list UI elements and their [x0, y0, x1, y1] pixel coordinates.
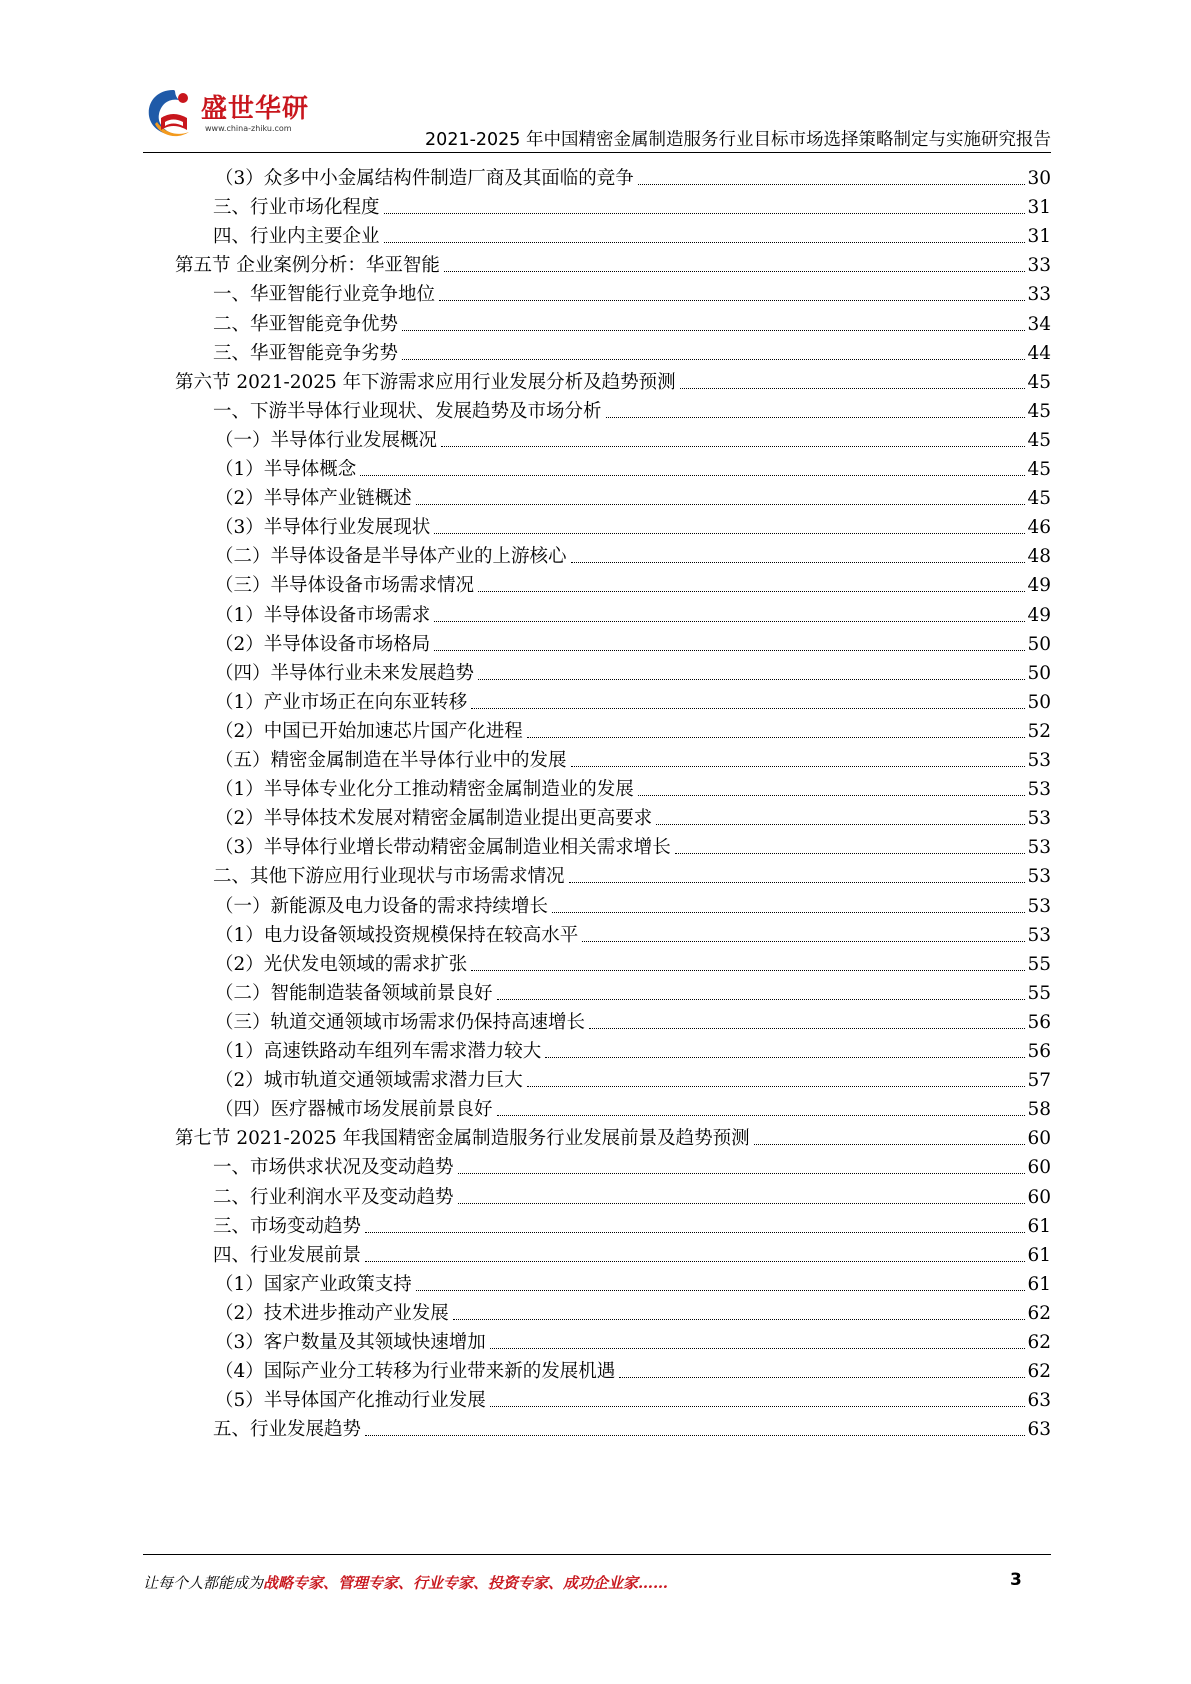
toc-leader-dots: [434, 621, 1025, 622]
toc-entry-label: （2）半导体技术发展对精密金属制造业提出更高要求: [215, 808, 653, 830]
toc-entry-page: 61: [1027, 1244, 1051, 1266]
toc-entry-label: 三、行业市场化程度: [213, 197, 380, 219]
logo-text: 盛世华研: [201, 94, 310, 124]
toc-entry-label: （2）技术进步推动产业发展: [215, 1302, 449, 1324]
toc-entry-label: （2）光伏发电领域的需求扩张: [215, 953, 468, 975]
toc-entry-label: （1）半导体概念: [215, 459, 357, 480]
toc-leader-dots: [434, 533, 1025, 534]
toc-entry[interactable]: [215, 538, 1051, 569]
toc-entry-label: （二）智能制造装备领域前景良好: [215, 982, 493, 1004]
toc-entry[interactable]: [213, 393, 1051, 424]
toc-entry-page: 53: [1027, 779, 1051, 801]
toc-entry-page: 45: [1027, 429, 1051, 451]
toc-entry[interactable]: [215, 1091, 1051, 1122]
toc-entry-page: 53: [1027, 808, 1051, 830]
toc-entry-page: 53: [1027, 750, 1051, 771]
toc-leader-dots: [552, 912, 1025, 913]
toc-entry-page: 60: [1027, 1128, 1051, 1150]
toc-entry-page: 48: [1027, 546, 1051, 568]
toc-entry[interactable]: [175, 1120, 1051, 1151]
toc-entry[interactable]: [215, 1033, 1051, 1064]
toc-leader-dots: [439, 300, 1025, 301]
toc-entry-label: （3）客户数量及其领域快速增加: [215, 1332, 486, 1353]
toc-leader-dots: [527, 737, 1026, 738]
toc-leader-dots: [680, 388, 1026, 389]
toc-entry-page: 53: [1027, 866, 1051, 888]
toc-entry-label: 三、市场变动趋势: [213, 1215, 362, 1237]
toc-entry-label: （五）精密金属制造在半导体行业中的发展: [215, 750, 567, 771]
toc-leader-dots: [675, 853, 1026, 854]
toc-entry-page: 45: [1027, 371, 1051, 393]
toc-leader-dots: [527, 1086, 1026, 1087]
toc-leader-dots: [360, 475, 1025, 476]
toc-entry-label: 第七节 2021-2025 年我国精密金属制造服务行业发展前景及趋势预测: [175, 1128, 750, 1150]
toc-entry-label: 一、下游半导体行业现状、发展趋势及市场分析: [213, 400, 602, 422]
toc-entry[interactable]: [213, 189, 1051, 220]
toc-leader-dots: [490, 1406, 1026, 1407]
toc-entry-page: 33: [1027, 284, 1051, 306]
toc-entry-page: 44: [1027, 342, 1051, 364]
toc-entry-page: 62: [1027, 1361, 1051, 1383]
toc-leader-dots: [471, 970, 1025, 971]
toc-entry-label: 二、行业利润水平及变动趋势: [213, 1186, 454, 1208]
toc-entry-label: （1）产业市场正在向东亚转移: [215, 691, 468, 713]
toc-leader-dots: [416, 504, 1026, 505]
footer-slogan: [143, 1572, 668, 1593]
toc-entry[interactable]: [215, 1266, 1051, 1297]
toc-entry-page: 63: [1027, 1390, 1051, 1412]
toc-leader-dots: [569, 882, 1026, 883]
toc-entry[interactable]: [215, 1004, 1051, 1035]
toc-entry[interactable]: [213, 1149, 1051, 1180]
toc-entry-page: 50: [1027, 633, 1051, 655]
toc-entry-label: 第五节 企业案例分析：华亚智能: [175, 255, 440, 277]
toc-entry-page: 46: [1027, 517, 1051, 539]
toc-entry-label: 一、华亚智能行业竞争地位: [213, 284, 436, 306]
toc-entry-page: 49: [1027, 575, 1051, 597]
toc-leader-dots: [453, 1319, 1026, 1320]
toc-entry[interactable]: [213, 335, 1051, 366]
toc-entry[interactable]: [215, 1353, 1051, 1384]
toc-entry[interactable]: [215, 975, 1051, 1006]
toc-entry-label: 四、行业发展前景: [213, 1244, 362, 1266]
toc-entry[interactable]: [213, 1237, 1051, 1268]
toc-entry-page: 31: [1027, 197, 1051, 219]
toc-entry[interactable]: [175, 247, 1051, 278]
toc-leader-dots: [365, 1435, 1025, 1436]
toc-entry[interactable]: [213, 218, 1051, 249]
toc-entry-page: 45: [1027, 459, 1051, 480]
page-header: [0, 0, 1191, 152]
toc-leader-dots: [582, 941, 1025, 942]
toc-entry-page: 31: [1027, 226, 1051, 248]
toc-leader-dots: [606, 417, 1026, 418]
toc-leader-dots: [402, 359, 1025, 360]
toc-entry-page: 57: [1027, 1070, 1051, 1092]
toc-entry[interactable]: [215, 684, 1051, 715]
logo-emblem-icon: [143, 84, 203, 144]
toc-entry-page: 53: [1027, 837, 1051, 859]
toc-leader-dots: [638, 184, 1026, 185]
toc-entry[interactable]: [215, 888, 1051, 919]
logo-url: www.china-zhiku.com: [205, 124, 292, 133]
toc-entry[interactable]: [213, 1208, 1051, 1239]
toc-entry-page: 61: [1027, 1215, 1051, 1237]
toc-leader-dots: [490, 1348, 1026, 1349]
toc-leader-dots: [471, 708, 1025, 709]
toc-entry-page: 61: [1027, 1273, 1051, 1295]
toc-entry[interactable]: [215, 946, 1051, 977]
toc-leader-dots: [497, 999, 1026, 1000]
toc-leader-dots: [497, 1115, 1026, 1116]
toc-entry-label: （2）城市轨道交通领域需求潜力巨大: [215, 1070, 523, 1092]
slogan-highlight: 战略专家、管理专家、行业专家、投资专家、成功企业家……: [263, 1574, 669, 1592]
toc-entry[interactable]: [215, 800, 1051, 831]
toc-entry[interactable]: [215, 1295, 1051, 1326]
toc-entry-label: （三）半导体设备市场需求情况: [215, 575, 475, 597]
toc-entry[interactable]: [215, 626, 1051, 657]
toc-entry[interactable]: [213, 858, 1051, 889]
toc-entry-page: 52: [1027, 720, 1051, 742]
toc-entry[interactable]: [213, 306, 1051, 337]
toc-entry[interactable]: [215, 480, 1051, 511]
footer-divider: [143, 1554, 1051, 1555]
toc-entry-page: 62: [1027, 1302, 1051, 1324]
toc-entry-page: 55: [1027, 982, 1051, 1004]
toc-entry-label: 二、华亚智能竞争优势: [213, 313, 399, 335]
toc-entry-page: 50: [1027, 691, 1051, 713]
toc-entry[interactable]: [215, 451, 1051, 482]
toc-entry-page: 49: [1027, 604, 1051, 626]
toc-entry[interactable]: [213, 1179, 1051, 1210]
company-logo: [143, 84, 313, 146]
toc-entry-page: 58: [1027, 1099, 1051, 1121]
toc-entry[interactable]: [215, 1382, 1051, 1413]
toc-leader-dots: [571, 766, 1026, 767]
toc-entry-page: 62: [1027, 1332, 1051, 1353]
toc-entry-page: 55: [1027, 953, 1051, 975]
toc-entry-page: 60: [1027, 1186, 1051, 1208]
toc-entry-label: （四）医疗器械市场发展前景良好: [215, 1099, 493, 1121]
toc-entry[interactable]: [215, 509, 1051, 540]
toc-entry-label: （3）半导体行业发展现状: [215, 517, 431, 539]
toc-entry-page: 33: [1027, 255, 1051, 277]
toc-entry-label: （3）半导体行业增长带动精密金属制造业相关需求增长: [215, 837, 671, 859]
toc-entry-page: 56: [1027, 1011, 1051, 1033]
page-number: 3: [1010, 1570, 1022, 1590]
toc-leader-dots: [458, 1203, 1026, 1204]
toc-entry-page: 45: [1027, 400, 1051, 422]
toc-entry-label: 一、市场供求状况及变动趋势: [213, 1157, 454, 1179]
toc-entry-label: （一）新能源及电力设备的需求持续增长: [215, 895, 549, 917]
toc-entry[interactable]: [213, 276, 1051, 307]
toc-entry-label: （2）半导体产业链概述: [215, 488, 412, 510]
toc-leader-dots: [589, 1028, 1025, 1029]
toc-leader-dots: [434, 650, 1025, 651]
toc-entry-label: （四）半导体行业未来发展趋势: [215, 662, 475, 684]
toc-entry[interactable]: [215, 829, 1051, 860]
toc-entry-label: （2）半导体设备市场格局: [215, 633, 431, 655]
toc-leader-dots: [444, 271, 1026, 272]
toc-entry-label: （1）半导体设备市场需求: [215, 604, 431, 626]
toc-leader-dots: [478, 679, 1025, 680]
toc-entry-page: 45: [1027, 488, 1051, 510]
toc-leader-dots: [478, 591, 1025, 592]
toc-entry[interactable]: [213, 1411, 1051, 1442]
toc-entry-label: 二、其他下游应用行业现状与市场需求情况: [213, 866, 565, 888]
toc-entry-label: （3）众多中小金属结构件制造厂商及其面临的竞争: [215, 168, 634, 189]
slogan-prefix: 让每个人都能成为: [143, 1574, 264, 1592]
header-divider: [143, 152, 1051, 153]
toc-entry-label: （1）高速铁路动车组列车需求潜力较大: [215, 1041, 542, 1062]
toc-entry-page: 63: [1027, 1419, 1051, 1441]
toc-entry-label: 五、行业发展趋势: [213, 1419, 362, 1441]
toc-entry-label: 四、行业内主要企业: [213, 226, 380, 248]
toc-leader-dots: [754, 1144, 1026, 1145]
toc-leader-dots: [571, 562, 1026, 563]
toc-entry[interactable]: [215, 742, 1051, 773]
toc-entry[interactable]: [215, 1062, 1051, 1093]
toc-entry[interactable]: [215, 1324, 1051, 1355]
toc-entry-page: 53: [1027, 895, 1051, 917]
toc-entry[interactable]: [215, 567, 1051, 598]
toc-leader-dots: [441, 446, 1025, 447]
toc-entry-label: （2）中国已开始加速芯片国产化进程: [215, 720, 523, 742]
toc-leader-dots: [384, 242, 1026, 243]
toc-entry-label: （5）半导体国产化推动行业发展: [215, 1390, 486, 1412]
toc-leader-dots: [384, 213, 1026, 214]
toc-leader-dots: [545, 1057, 1025, 1058]
toc-entry-label: （1）电力设备领域投资规模保持在较高水平: [215, 924, 579, 946]
toc-entry-label: （二）半导体设备是半导体产业的上游核心: [215, 546, 567, 568]
toc-entry[interactable]: [215, 422, 1051, 453]
toc-entry[interactable]: [215, 597, 1051, 628]
toc-entry-page: 53: [1027, 924, 1051, 946]
toc-leader-dots: [365, 1261, 1025, 1262]
toc-entry[interactable]: [215, 771, 1051, 802]
report-title: 2021-2025 年中国精密金属制造服务行业目标市场选择策略制定与实施研究报告: [425, 130, 1051, 150]
toc-entry-label: 三、华亚智能竞争劣势: [213, 342, 399, 364]
toc-entry-label: （1）国家产业政策支持: [215, 1273, 412, 1295]
toc-leader-dots: [416, 1290, 1026, 1291]
toc-entry-page: 60: [1027, 1157, 1051, 1179]
toc-entry-page: 50: [1027, 662, 1051, 684]
toc-entry-label: （一）半导体行业发展概况: [215, 429, 438, 451]
toc-entry-label: 第六节 2021-2025 年下游需求应用行业发展分析及趋势预测: [175, 371, 676, 393]
toc-entry[interactable]: [175, 364, 1051, 395]
toc-entry[interactable]: [215, 655, 1051, 686]
toc-leader-dots: [458, 1173, 1026, 1174]
toc-leader-dots: [365, 1232, 1025, 1233]
toc-entry-label: （1）半导体专业化分工推动精密金属制造业的发展: [215, 779, 634, 801]
toc-entry-page: 34: [1027, 313, 1051, 335]
toc-entry[interactable]: [215, 713, 1051, 744]
toc-leader-dots: [656, 824, 1025, 825]
toc-entry-page: 56: [1027, 1041, 1051, 1062]
toc-entry-label: （4）国际产业分工转移为行业带来新的发展机遇: [215, 1361, 616, 1383]
toc-leader-dots: [638, 795, 1026, 796]
toc-entry-label: （三）轨道交通领域市场需求仍保持高速增长: [215, 1011, 586, 1033]
toc-leader-dots: [402, 330, 1025, 331]
toc-leader-dots: [619, 1377, 1025, 1378]
toc-entry[interactable]: [215, 160, 1051, 191]
toc-entry-page: 30: [1027, 168, 1051, 189]
toc-entry[interactable]: [215, 917, 1051, 948]
